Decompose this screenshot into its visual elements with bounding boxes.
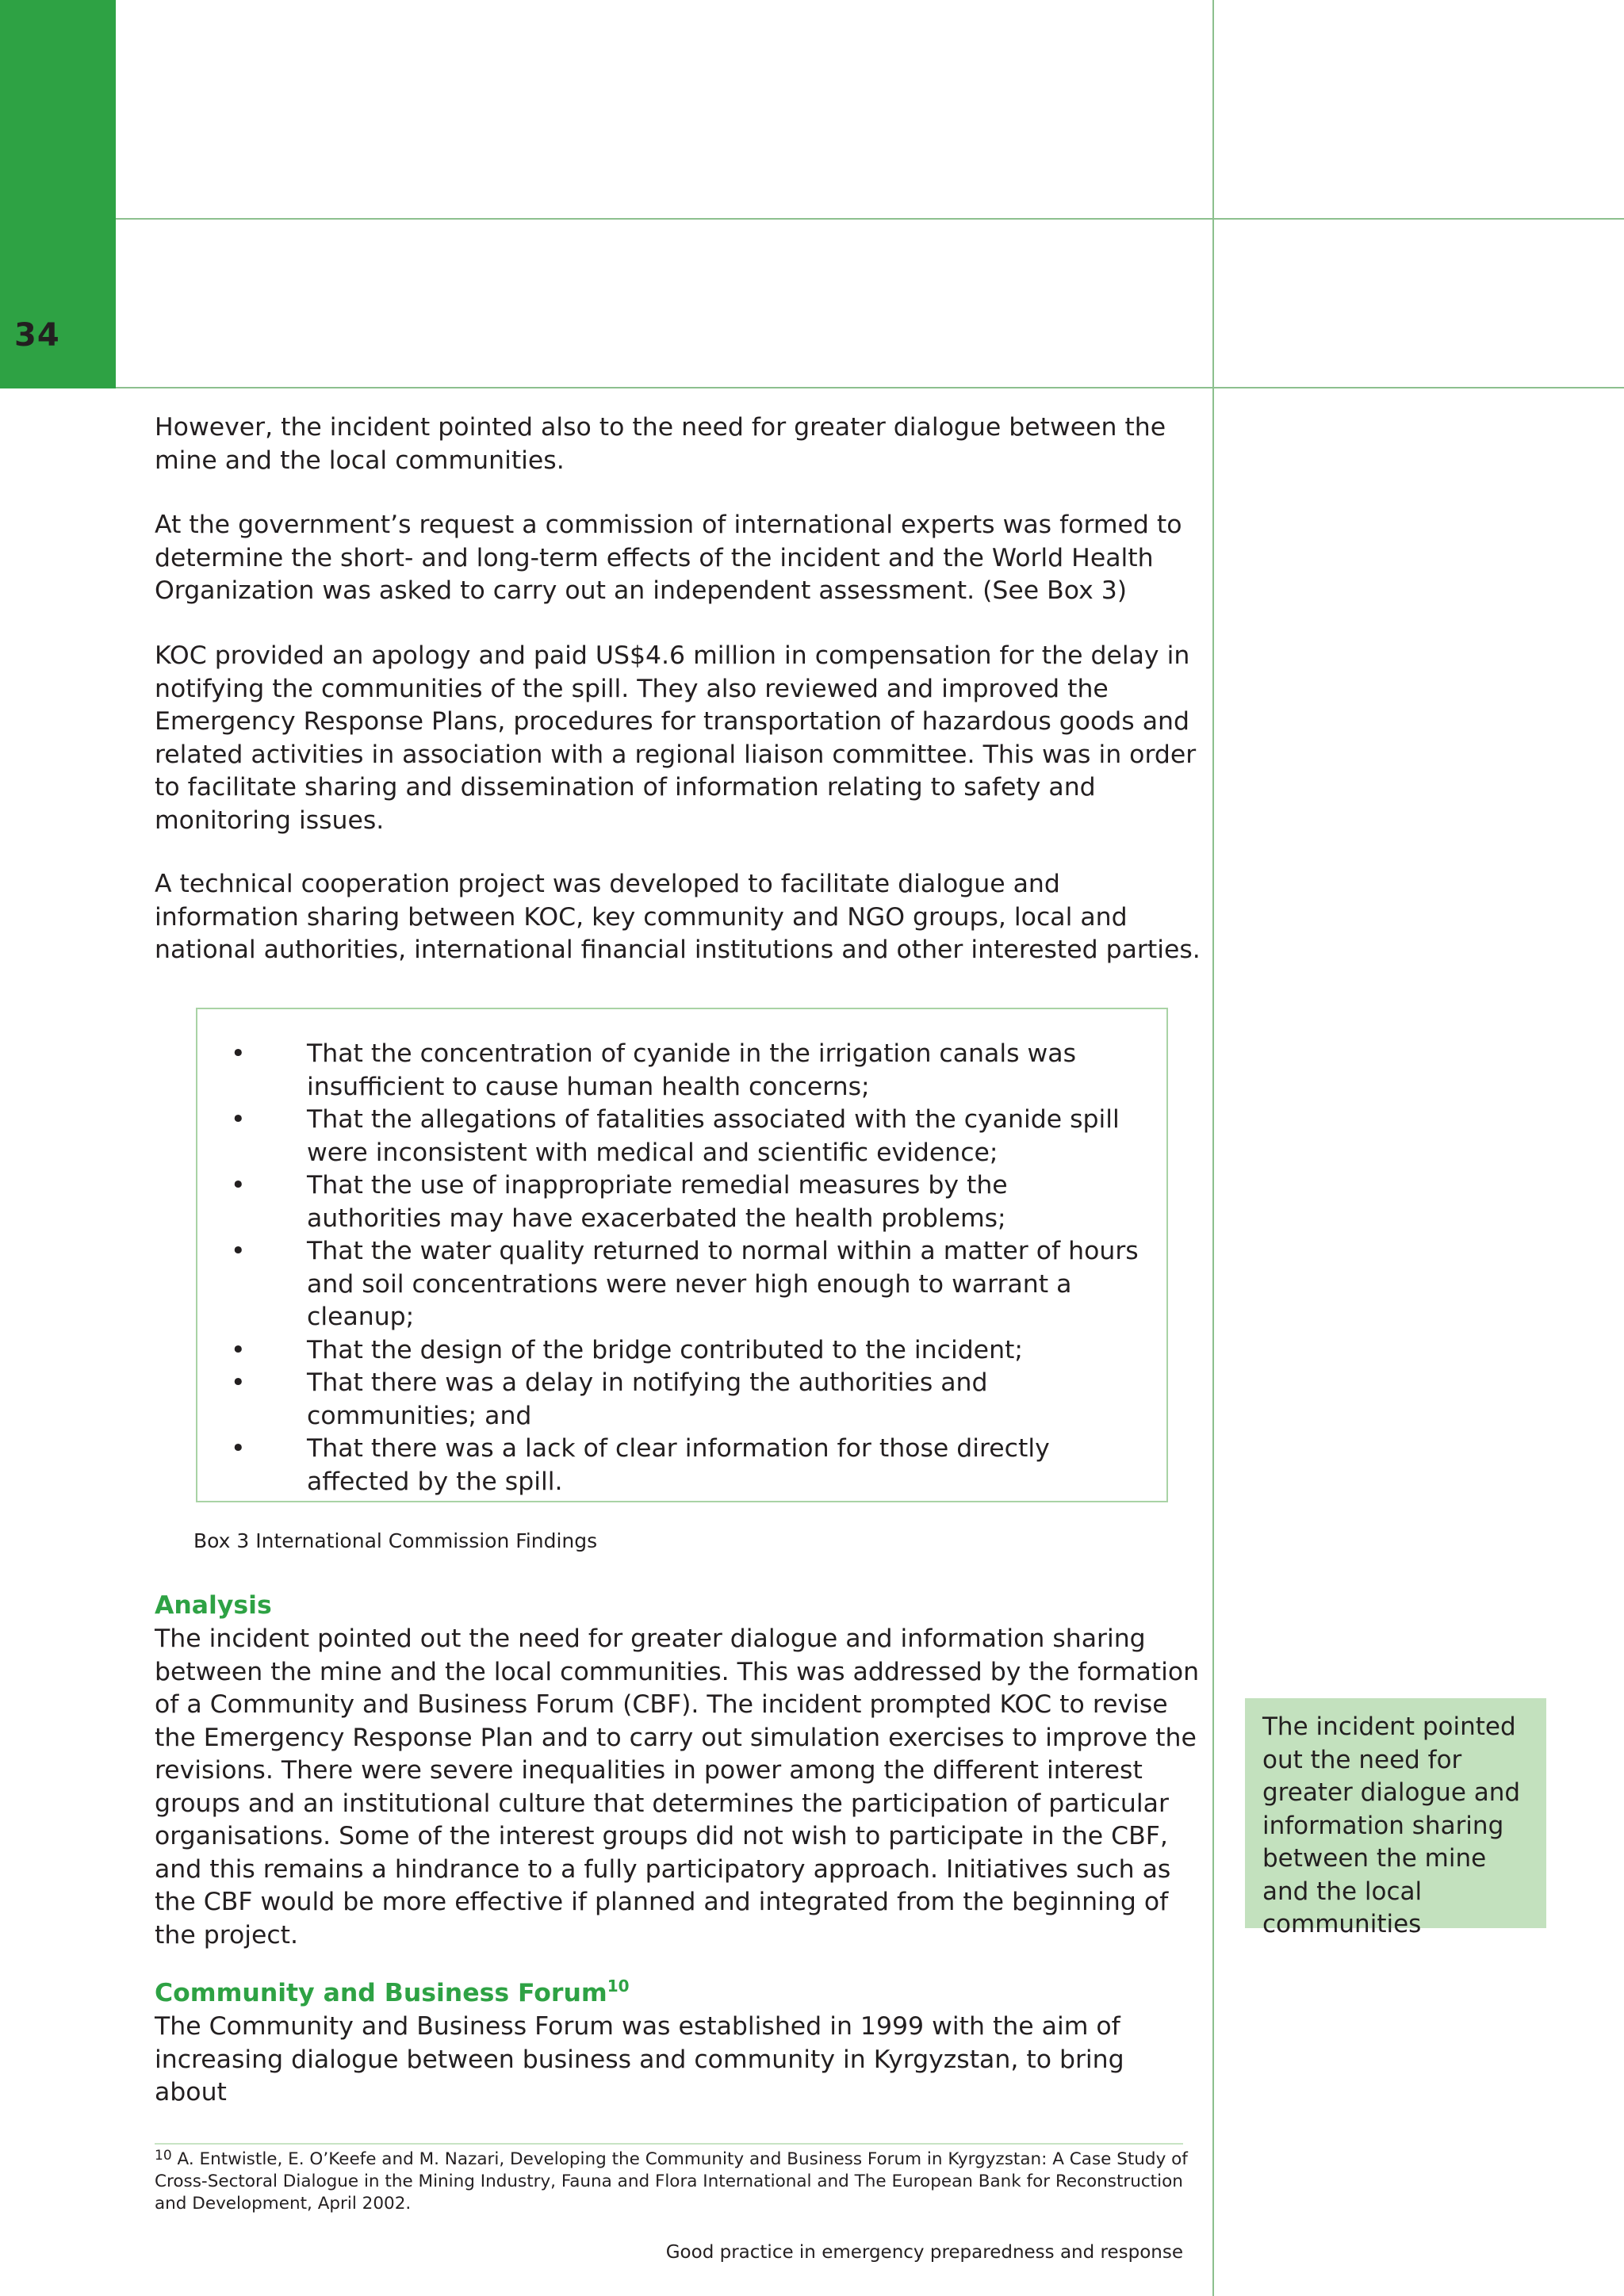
footnote-number: 10 bbox=[155, 2148, 172, 2164]
list-item bbox=[231, 1334, 1149, 1368]
paragraph-3 bbox=[155, 640, 1201, 837]
list-item-text: That there was a lack of clear information for those directly affected by the spill. bbox=[307, 1434, 1050, 1496]
paragraph-1-text: However, the incident pointed also to the need for greater dialogue between the mine and the local communities. bbox=[155, 413, 1166, 475]
list-item bbox=[231, 1367, 1149, 1433]
list-item bbox=[231, 1104, 1149, 1169]
bullet-icon: • bbox=[231, 1434, 246, 1463]
margin-rule-vertical bbox=[1212, 0, 1214, 2296]
list-item-text: That the design of the bridge contributed to the incident; bbox=[307, 1335, 1023, 1364]
header-rule-top bbox=[116, 218, 1624, 220]
bullet-icon: • bbox=[231, 1105, 246, 1134]
paragraph-3-text: KOC provided an apology and paid US$4.6 million in compensation for the delay in notifying the communities of the spill. They also reviewed and improved the Emergency Response Plans, procedures for transportation of hazardous goods and related activities in association with a regional liaison committee. This was in order to facilitate sharing and dissemination of information relating to safety and monitoring issues. bbox=[155, 641, 1197, 835]
box-caption: Box 3 International Commission Findings bbox=[193, 1529, 598, 1552]
paragraph-2-text: At the government’s request a commission of international experts was formed to determine the short- and long-term effects of the incident and the World Health Organization was asked to carry out an independent assessment. (See Box 3) bbox=[155, 511, 1182, 605]
pull-quote: The incident pointed out the need for greater dialogue and information sharing between the mine and the local communities bbox=[1245, 1698, 1546, 1928]
list-item-text: That the concentration of cyanide in the irrigation canals was insufficient to cause human health concerns; bbox=[307, 1039, 1076, 1101]
cbf-paragraph bbox=[155, 2011, 1201, 2110]
list-item-text: That the water quality returned to normal within a matter of hours and soil concentrations were never high enough to warrant a cleanup; bbox=[307, 1237, 1139, 1331]
bullet-icon: • bbox=[231, 1171, 246, 1200]
list-item bbox=[231, 1235, 1149, 1334]
footnote-divider bbox=[155, 2143, 1183, 2145]
cbf-heading bbox=[155, 1977, 630, 2011]
analysis-heading: Analysis bbox=[155, 1591, 272, 1620]
paragraph-1 bbox=[155, 411, 1201, 477]
bullet-icon: • bbox=[231, 1237, 246, 1265]
paragraph-4-text: A technical cooperation project was developed to facilitate dialogue and information sharing between KOC, key community and NGO groups, local and national authorities, international financial institutions and other interested parties. bbox=[155, 870, 1201, 964]
list-item-text: That the allegations of fatalities associated with the cyanide spill were inconsistent with medical and scientific evidence; bbox=[307, 1105, 1120, 1167]
running-footer: Good practice in emergency preparedness and response bbox=[665, 2242, 1183, 2263]
cbf-heading-text: Community and Business Forum bbox=[155, 1979, 607, 2007]
list-item bbox=[231, 1433, 1149, 1498]
page-number: 34 bbox=[14, 317, 60, 354]
findings-list bbox=[231, 1038, 1149, 1498]
list-item bbox=[231, 1038, 1149, 1104]
bullet-icon: • bbox=[231, 1335, 246, 1364]
cbf-text: The Community and Business Forum was established in 1999 with the aim of increasing dialogue between business and community in Kyrgyzstan, to bring about bbox=[155, 2012, 1124, 2107]
footnote bbox=[155, 2149, 1209, 2215]
findings-box bbox=[196, 1008, 1168, 1502]
list-item-text: That the use of inappropriate remedial measures by the authorities may have exacerbated the health problems; bbox=[307, 1171, 1008, 1233]
list-item-text: That there was a delay in notifying the authorities and communities; and bbox=[307, 1368, 988, 1430]
paragraph-2 bbox=[155, 509, 1201, 608]
bullet-icon: • bbox=[231, 1368, 246, 1397]
footnote-reference[interactable]: 10 bbox=[607, 1976, 630, 1996]
bullet-icon: • bbox=[231, 1039, 246, 1068]
footnote-text: A. Entwistle, E. O’Keefe and M. Nazari, Developing the Community and Business Forum in Kyrgyzstan: A Case Study of Cross-Sectoral Dialogue in the Mining Industry, Fauna and Flora International and The European Bank for Reconstruction and Development, April 2002. bbox=[155, 2149, 1188, 2214]
list-item bbox=[231, 1169, 1149, 1235]
paragraph-4 bbox=[155, 868, 1201, 967]
analysis-paragraph bbox=[155, 1623, 1201, 1952]
analysis-text: The incident pointed out the need for greater dialogue and information sharing between the mine and the local communities. This was addressed by the formation of a Community and Business Forum (CBF). The incident prompted KOC to revise the Emergency Response Plan and to carry out simulation exercises to improve the revisions. There were severe inequalities in power among the different interest groups and an institutional culture that determines the participation of particular organisations. Some of the interest groups did not wish to participate in the CBF, and this remains a hindrance to a fully participatory approach. Initiatives such as the CBF would be more effective if planned and integrated from the beginning of the project. bbox=[155, 1624, 1200, 1950]
header-rule-bottom bbox=[116, 387, 1624, 388]
